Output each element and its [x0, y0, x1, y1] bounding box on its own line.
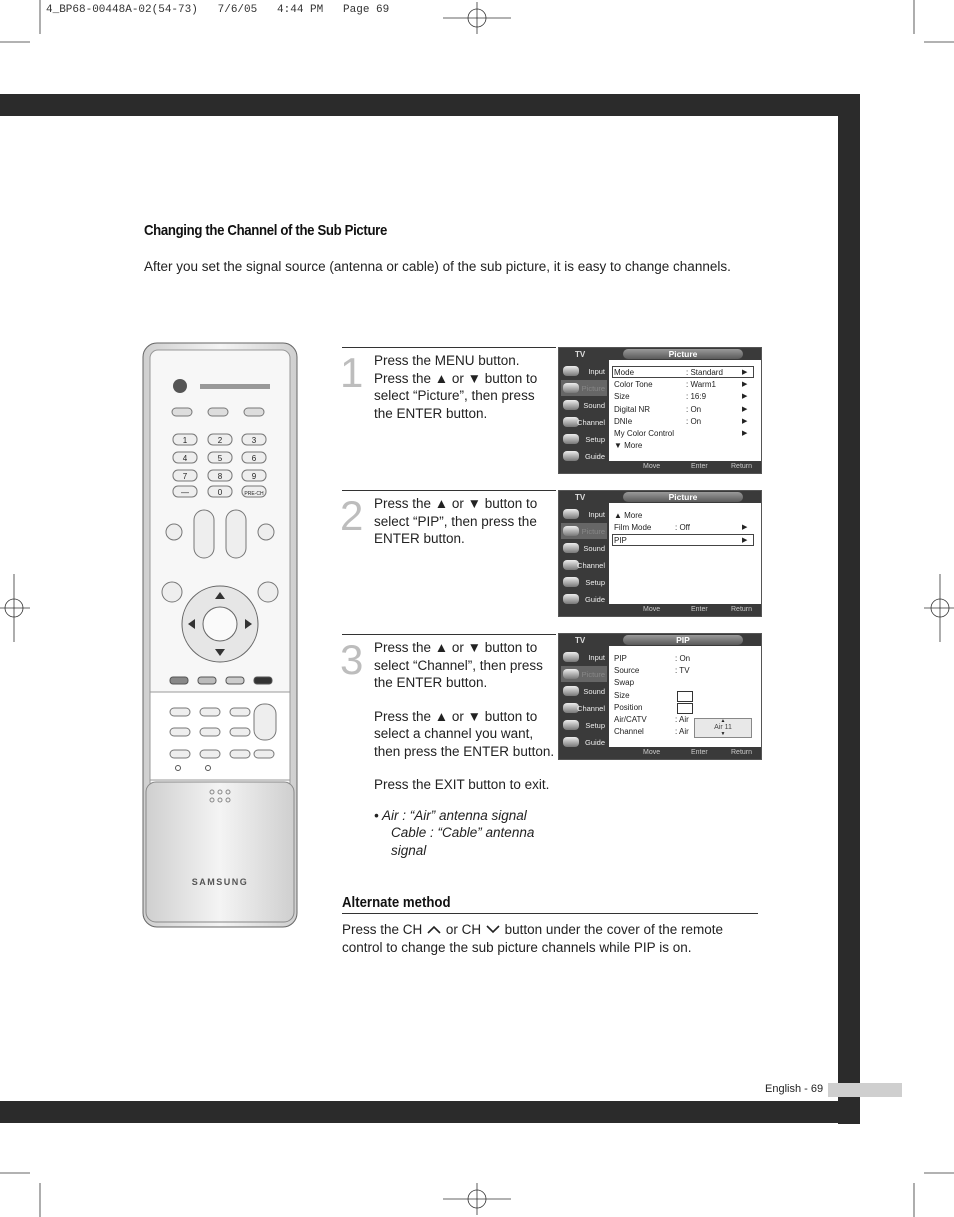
osd-row[interactable]: Swap	[614, 678, 635, 687]
osd-tv-label: TV	[575, 350, 586, 359]
svg-text:9: 9	[251, 472, 257, 481]
alternate-text	[342, 921, 762, 956]
osd-row[interactable]: Mode	[614, 368, 635, 377]
osd-title: PIP	[623, 635, 743, 645]
osd-row[interactable]: My Color Control	[614, 429, 675, 438]
osd-menu-label: Sound	[583, 401, 605, 410]
osd-hint-enter: Enter	[691, 463, 708, 470]
svg-text:6: 6	[251, 454, 257, 463]
step-line: Press the ▲ or ▼ button to	[374, 370, 538, 386]
osd-menu-label: Picture	[581, 384, 605, 393]
osd-menu-label: Setup	[585, 578, 605, 587]
footer-bar	[828, 1083, 902, 1097]
picture-icon	[563, 383, 579, 393]
osd-row[interactable]: Color Tone	[614, 380, 653, 389]
osd-hint-move: Move	[643, 463, 661, 470]
svg-text:4: 4	[182, 454, 188, 463]
osd-menu-picture[interactable]	[561, 523, 607, 539]
channel-popup-value: Air 11	[714, 724, 732, 731]
osd-menu-setup[interactable]	[561, 717, 607, 733]
osd-row[interactable]: Size	[614, 392, 630, 401]
osd-menu-guide[interactable]	[561, 734, 607, 750]
osd-row-arrow: ▶	[742, 406, 748, 413]
pip-size-icon	[677, 691, 693, 702]
osd-screen-1	[558, 347, 762, 474]
sound-icon	[563, 400, 579, 410]
osd-hint-enter: Enter	[691, 606, 708, 613]
osd-menu-label: Guide	[584, 452, 605, 461]
osd-row-arrow: ▶	[742, 369, 748, 376]
osd-title: Picture	[623, 492, 743, 502]
osd-menu-sound[interactable]	[561, 397, 607, 413]
setup-icon	[563, 577, 579, 587]
step-3-number: 3	[340, 636, 364, 683]
step-line: Press the ▲ or ▼ button to	[374, 496, 538, 511]
osd-menu-label: Setup	[585, 721, 605, 730]
svg-text:0: 0	[217, 488, 223, 497]
chevron-down-icon	[485, 924, 501, 934]
note-air: • Air : “Air” antenna signal	[374, 807, 527, 823]
osd-menu-sound[interactable]	[561, 540, 607, 556]
osd-menu-guide[interactable]	[561, 591, 607, 607]
pip-position-icon	[677, 703, 693, 714]
osd-hint-move: Move	[643, 749, 661, 756]
svg-text:1: 1	[182, 436, 188, 445]
osd-hint-enter: Enter	[691, 749, 708, 756]
page-number: English - 69	[765, 1083, 824, 1095]
step-line: Press the ▲ or ▼ button to	[374, 708, 538, 724]
osd-row[interactable]: PIP	[614, 536, 627, 545]
osd-row-value: : TV	[675, 666, 690, 675]
osd-row-arrow: ▶	[742, 524, 748, 531]
step-line: the ENTER button.	[374, 675, 488, 690]
osd-row-arrow: ▶	[742, 418, 748, 425]
sound-icon	[563, 543, 579, 553]
step-exit-line: Press the EXIT button to exit.	[374, 777, 550, 792]
osd-menu-label: Guide	[584, 738, 605, 747]
osd-tv-label: TV	[575, 493, 586, 502]
osd-row[interactable]: Digital NR	[614, 405, 651, 414]
right-band	[838, 94, 860, 1124]
input-icon	[563, 652, 579, 662]
osd-row-value: : On	[675, 654, 691, 663]
osd-bottom-bar	[609, 747, 761, 759]
step-line: select “Channel”, then press	[374, 657, 543, 673]
osd-screen-2	[558, 490, 762, 617]
alternate-rule	[342, 913, 758, 914]
step-line: Press the ▲ or ▼ button to	[374, 640, 538, 655]
slug-line: 4_BP68-00448A-02(54-73) 7/6/05 4:44 PM Page 69	[46, 4, 390, 16]
svg-text:—: —	[181, 488, 189, 497]
picture-icon	[563, 669, 579, 679]
input-icon	[563, 366, 579, 376]
osd-row[interactable]: PIP	[614, 654, 627, 663]
svg-text:5: 5	[217, 454, 223, 463]
guide-icon	[563, 594, 579, 604]
osd-row-arrow: ▶	[742, 393, 748, 400]
osd-highlight	[612, 534, 754, 546]
osd-menu-label: Input	[588, 653, 605, 662]
osd-menu-input[interactable]	[561, 363, 607, 379]
osd-menu-label: Channel	[577, 418, 605, 427]
osd-row[interactable]: Position	[614, 703, 643, 712]
sound-icon	[563, 686, 579, 696]
osd-menu-label: Sound	[583, 544, 605, 553]
svg-text:7: 7	[182, 472, 188, 481]
osd-menu-label: Sound	[583, 687, 605, 696]
osd-menu-picture[interactable]	[561, 380, 607, 396]
svg-text:3: 3	[251, 436, 257, 445]
osd-hint-return: Return	[731, 463, 753, 470]
osd-menu-input[interactable]	[561, 506, 607, 522]
step-2-text	[374, 495, 558, 548]
osd-hint-return: Return	[731, 606, 753, 613]
osd-menu-label: Guide	[584, 595, 605, 604]
osd-bottom-bar	[609, 604, 761, 616]
alternate-text-b: or CH	[445, 922, 482, 937]
osd-row-value: : Off	[675, 523, 690, 532]
setup-icon	[563, 434, 579, 444]
step-line: the ENTER button.	[374, 405, 488, 421]
osd-row[interactable]: Source	[614, 666, 640, 675]
osd-menu-setup[interactable]	[561, 574, 607, 590]
svg-text:8: 8	[217, 472, 223, 481]
osd-row[interactable]: Film Mode	[614, 523, 652, 532]
osd-tv-label: TV	[575, 636, 586, 645]
section-title: Changing the Channel of the Sub Picture	[144, 222, 387, 239]
alternate-text-a: Press the CH	[342, 922, 423, 937]
osd-menu-channel[interactable]	[561, 700, 607, 716]
osd-screen-3	[558, 633, 762, 760]
osd-bottom-bar	[609, 461, 761, 473]
chevron-down-icon: ▼	[720, 731, 726, 737]
osd-menu-setup[interactable]	[561, 431, 607, 447]
osd-row[interactable]: DNIe	[614, 417, 633, 426]
step-3-text	[374, 639, 564, 859]
osd-row-arrow: ▶	[742, 537, 748, 544]
osd-row-value: : On	[686, 405, 702, 414]
osd-row-value: : On	[686, 417, 702, 426]
step-2-rule	[342, 490, 556, 491]
guide-icon	[563, 737, 579, 747]
svg-text:2: 2	[217, 436, 223, 445]
alternate-text-c: button under the cover of the remote control to change the sub picture channels while PIP is on.	[342, 922, 723, 955]
osd-menu-label: Input	[588, 510, 605, 519]
remote-control-illustration	[142, 342, 298, 928]
step-line: Press the MENU button.	[374, 353, 520, 368]
osd-row-arrow: ▶	[742, 430, 748, 437]
step-1-rule	[342, 347, 556, 348]
osd-menu-label: Picture	[581, 670, 605, 679]
osd-menu-channel[interactable]	[561, 557, 607, 573]
picture-icon	[563, 526, 579, 536]
osd-row[interactable]: Channel	[614, 727, 644, 736]
bottom-band	[0, 1101, 860, 1123]
step-line: then press the ENTER button.	[374, 743, 555, 759]
osd-menu-picture[interactable]	[561, 666, 607, 682]
setup-icon	[563, 720, 579, 730]
section-intro: After you set the signal source (antenna or cable) of the sub picture, it is easy to change channels.	[144, 259, 731, 274]
chevron-up-icon	[426, 924, 442, 934]
osd-row-more[interactable]: ▲ More	[614, 511, 643, 520]
osd-row-value: : Warm1	[686, 380, 716, 389]
step-line: ENTER button.	[374, 531, 465, 546]
osd-menu-channel[interactable]	[561, 414, 607, 430]
svg-text:PRE-CH: PRE-CH	[244, 491, 264, 497]
osd-row-more[interactable]: ▼ More	[614, 441, 643, 450]
channel-popup[interactable]	[694, 718, 752, 738]
top-band	[0, 94, 860, 116]
osd-menu-label: Channel	[577, 704, 605, 713]
osd-menu-label: Input	[588, 367, 605, 376]
osd-row[interactable]: Air/CATV	[614, 715, 647, 724]
note-cable: Cable : “Cable” antenna signal	[391, 825, 535, 858]
step-line: select “Picture”, then press	[374, 388, 535, 403]
osd-row-arrow: ▶	[742, 381, 748, 388]
osd-row-value: : Air	[675, 715, 689, 724]
step-1-number: 1	[340, 349, 364, 396]
alternate-title: Alternate method	[342, 894, 451, 911]
osd-hint-move: Move	[643, 606, 661, 613]
osd-row[interactable]: Size	[614, 691, 630, 700]
osd-row-value: : Standard	[686, 368, 723, 377]
osd-menu-input[interactable]	[561, 649, 607, 665]
step-1-text	[374, 352, 558, 422]
osd-row-value: : 16:9	[686, 392, 707, 401]
osd-menu-label: Picture	[581, 527, 605, 536]
osd-menu-sound[interactable]	[561, 683, 607, 699]
step-2-number: 2	[340, 492, 364, 539]
osd-menu-label: Setup	[585, 435, 605, 444]
guide-icon	[563, 451, 579, 461]
remote-brand: SAMSUNG	[191, 877, 249, 887]
input-icon	[563, 509, 579, 519]
step-line: select “PIP”, then press the	[374, 513, 537, 529]
osd-title: Picture	[623, 349, 743, 359]
osd-row-value: : Air	[675, 727, 689, 736]
osd-menu-label: Channel	[577, 561, 605, 570]
step-line: select a channel you want,	[374, 726, 534, 741]
step-3-rule	[342, 634, 556, 635]
osd-hint-return: Return	[731, 749, 753, 756]
osd-menu-guide[interactable]	[561, 448, 607, 464]
chevron-up-icon: ▲	[720, 718, 726, 724]
